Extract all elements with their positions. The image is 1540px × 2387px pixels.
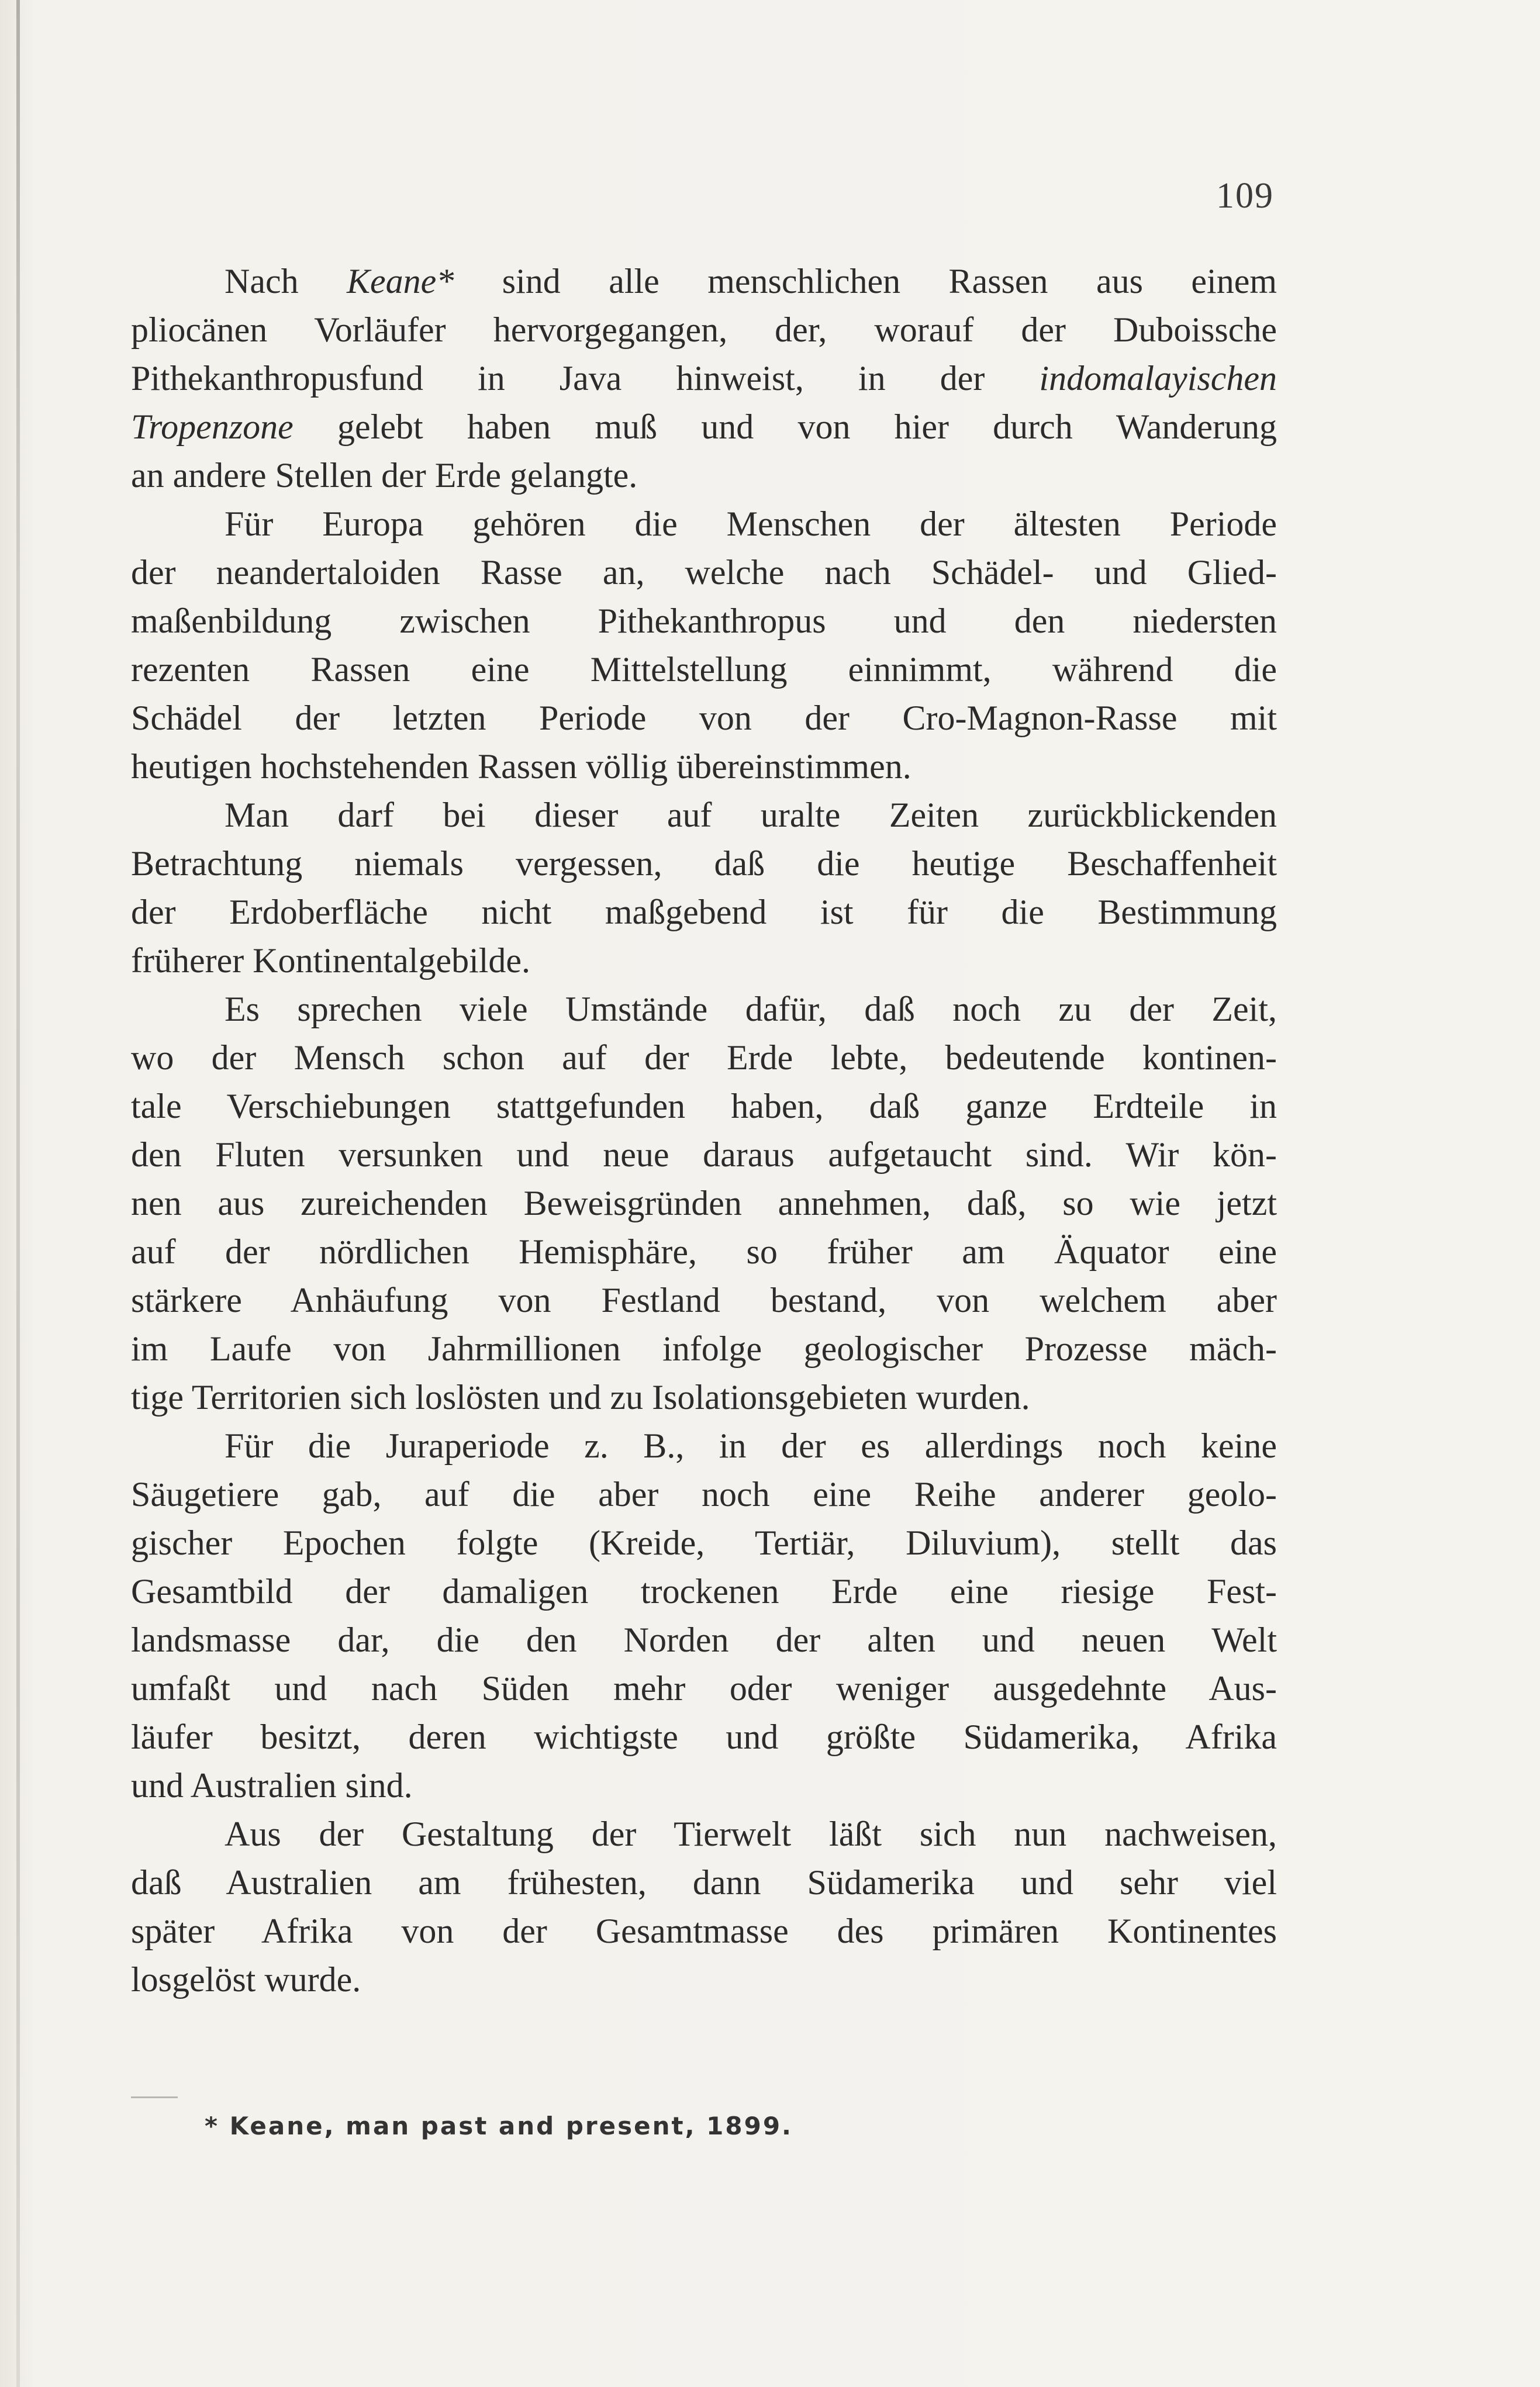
text-line: daß Australien am frühesten, dann Südamerika und sehr viel: [131, 1863, 1277, 1902]
text-line: stärkere Anhäufung von Festland bestand, von welchem aber: [131, 1281, 1277, 1319]
footnote-divider: [131, 2096, 178, 2098]
text-line: maßenbildung zwischen Pithekanthropus und den niedersten: [131, 602, 1277, 640]
text-line: Gesamtbild der damaligen trockenen Erde eine riesige Fest-: [131, 1572, 1277, 1611]
paragraph: [131, 985, 1277, 1422]
text-line: landsmasse dar, die den Norden der alten und neuen Welt: [131, 1621, 1277, 1659]
text-line: und Australien sind.: [131, 1766, 413, 1805]
text-line: rezenten Rassen eine Mittelstellung einnimmt, während die: [131, 650, 1277, 689]
text-line: wo der Mensch schon auf der Erde lebte, bedeutende kontinen-: [131, 1038, 1277, 1077]
text-line: nen aus zureichenden Beweisgründen annehmen, daß, so wie jetzt: [131, 1184, 1277, 1222]
text-line: an andere Stellen der Erde gelangte.: [131, 456, 638, 495]
text-line: pliocänen Vorläufer hervorgegangen, der, worauf der Duboissche: [131, 310, 1277, 349]
text-line: läufer besitzt, deren wichtigste und größte Südamerika, Afrika: [131, 1718, 1277, 1756]
text-line: im Laufe von Jahrmillionen infolge geologischer Prozesse mäch-: [131, 1329, 1277, 1368]
text-line: der Erdoberfläche nicht maßgebend ist für die Bestimmung: [131, 893, 1277, 931]
text-line: tige Territorien sich loslösten und zu Isolationsgebieten wurden.: [131, 1378, 1030, 1417]
paragraph: [131, 1810, 1277, 2004]
paragraph: [131, 500, 1277, 791]
text-line: Es sprechen viele Umstände dafür, daß noch zu der Zeit,: [225, 990, 1277, 1028]
paragraph: [131, 257, 1277, 500]
text-line: Schädel der letzten Periode von der Cro-Magnon-Rasse mit: [131, 699, 1277, 737]
body-text: [131, 257, 1277, 2004]
text-line: umfaßt und nach Süden mehr oder weniger ausgedehnte Aus-: [131, 1669, 1277, 1708]
text-line: Für Europa gehören die Menschen der ältesten Periode: [225, 505, 1277, 543]
text-line: später Afrika von der Gesamtmasse des primären Kontinentes: [131, 1912, 1277, 1950]
text-line: der neandertaloiden Rasse an, welche nach Schädel- und Glied-: [131, 553, 1277, 592]
paragraph: [131, 1422, 1277, 1810]
text-line: losgelöst wurde.: [131, 1960, 361, 1999]
text-line: heutigen hochstehenden Rassen völlig übereinstimmen.: [131, 747, 911, 786]
text-line: Pithekanthropusfund in Java hinweist, in der indomalayischen: [131, 359, 1277, 398]
text-line: Tropenzone gelebt haben muß und von hier durch Wanderung: [131, 407, 1277, 446]
text-line: Man darf bei dieser auf uralte Zeiten zurückblickenden: [225, 796, 1277, 834]
text-line: den Fluten versunken und neue daraus aufgetaucht sind. Wir kön-: [131, 1135, 1277, 1174]
paragraph: [131, 791, 1277, 985]
text-line: Säugetiere gab, auf die aber noch eine Reihe anderer geolo-: [131, 1475, 1277, 1514]
text-line: Aus der Gestaltung der Tierwelt läßt sich nun nachweisen,: [225, 1815, 1277, 1853]
text-line: tale Verschiebungen stattgefunden haben, daß ganze Erdteile in: [131, 1087, 1277, 1125]
binding-edge: [16, 0, 20, 2387]
text-line: Für die Juraperiode z. B., in der es allerdings noch keine: [225, 1426, 1277, 1465]
page-number: 109: [1216, 176, 1274, 216]
text-line: Betrachtung niemals vergessen, daß die heutige Beschaffenheit: [131, 844, 1277, 883]
text-line: auf der nördlichen Hemisphäre, so früher am Äquator eine: [131, 1232, 1277, 1271]
footnote: * Keane, man past and present, 1899.: [205, 2112, 793, 2140]
text-line: früherer Kontinentalgebilde.: [131, 941, 531, 980]
text-line: Nach Keane* sind alle menschlichen Rassen aus einem: [225, 262, 1277, 300]
text-line: gischer Epochen folgte (Kreide, Tertiär, Diluvium), stellt das: [131, 1524, 1277, 1562]
author-name: Keane*: [347, 262, 454, 300]
